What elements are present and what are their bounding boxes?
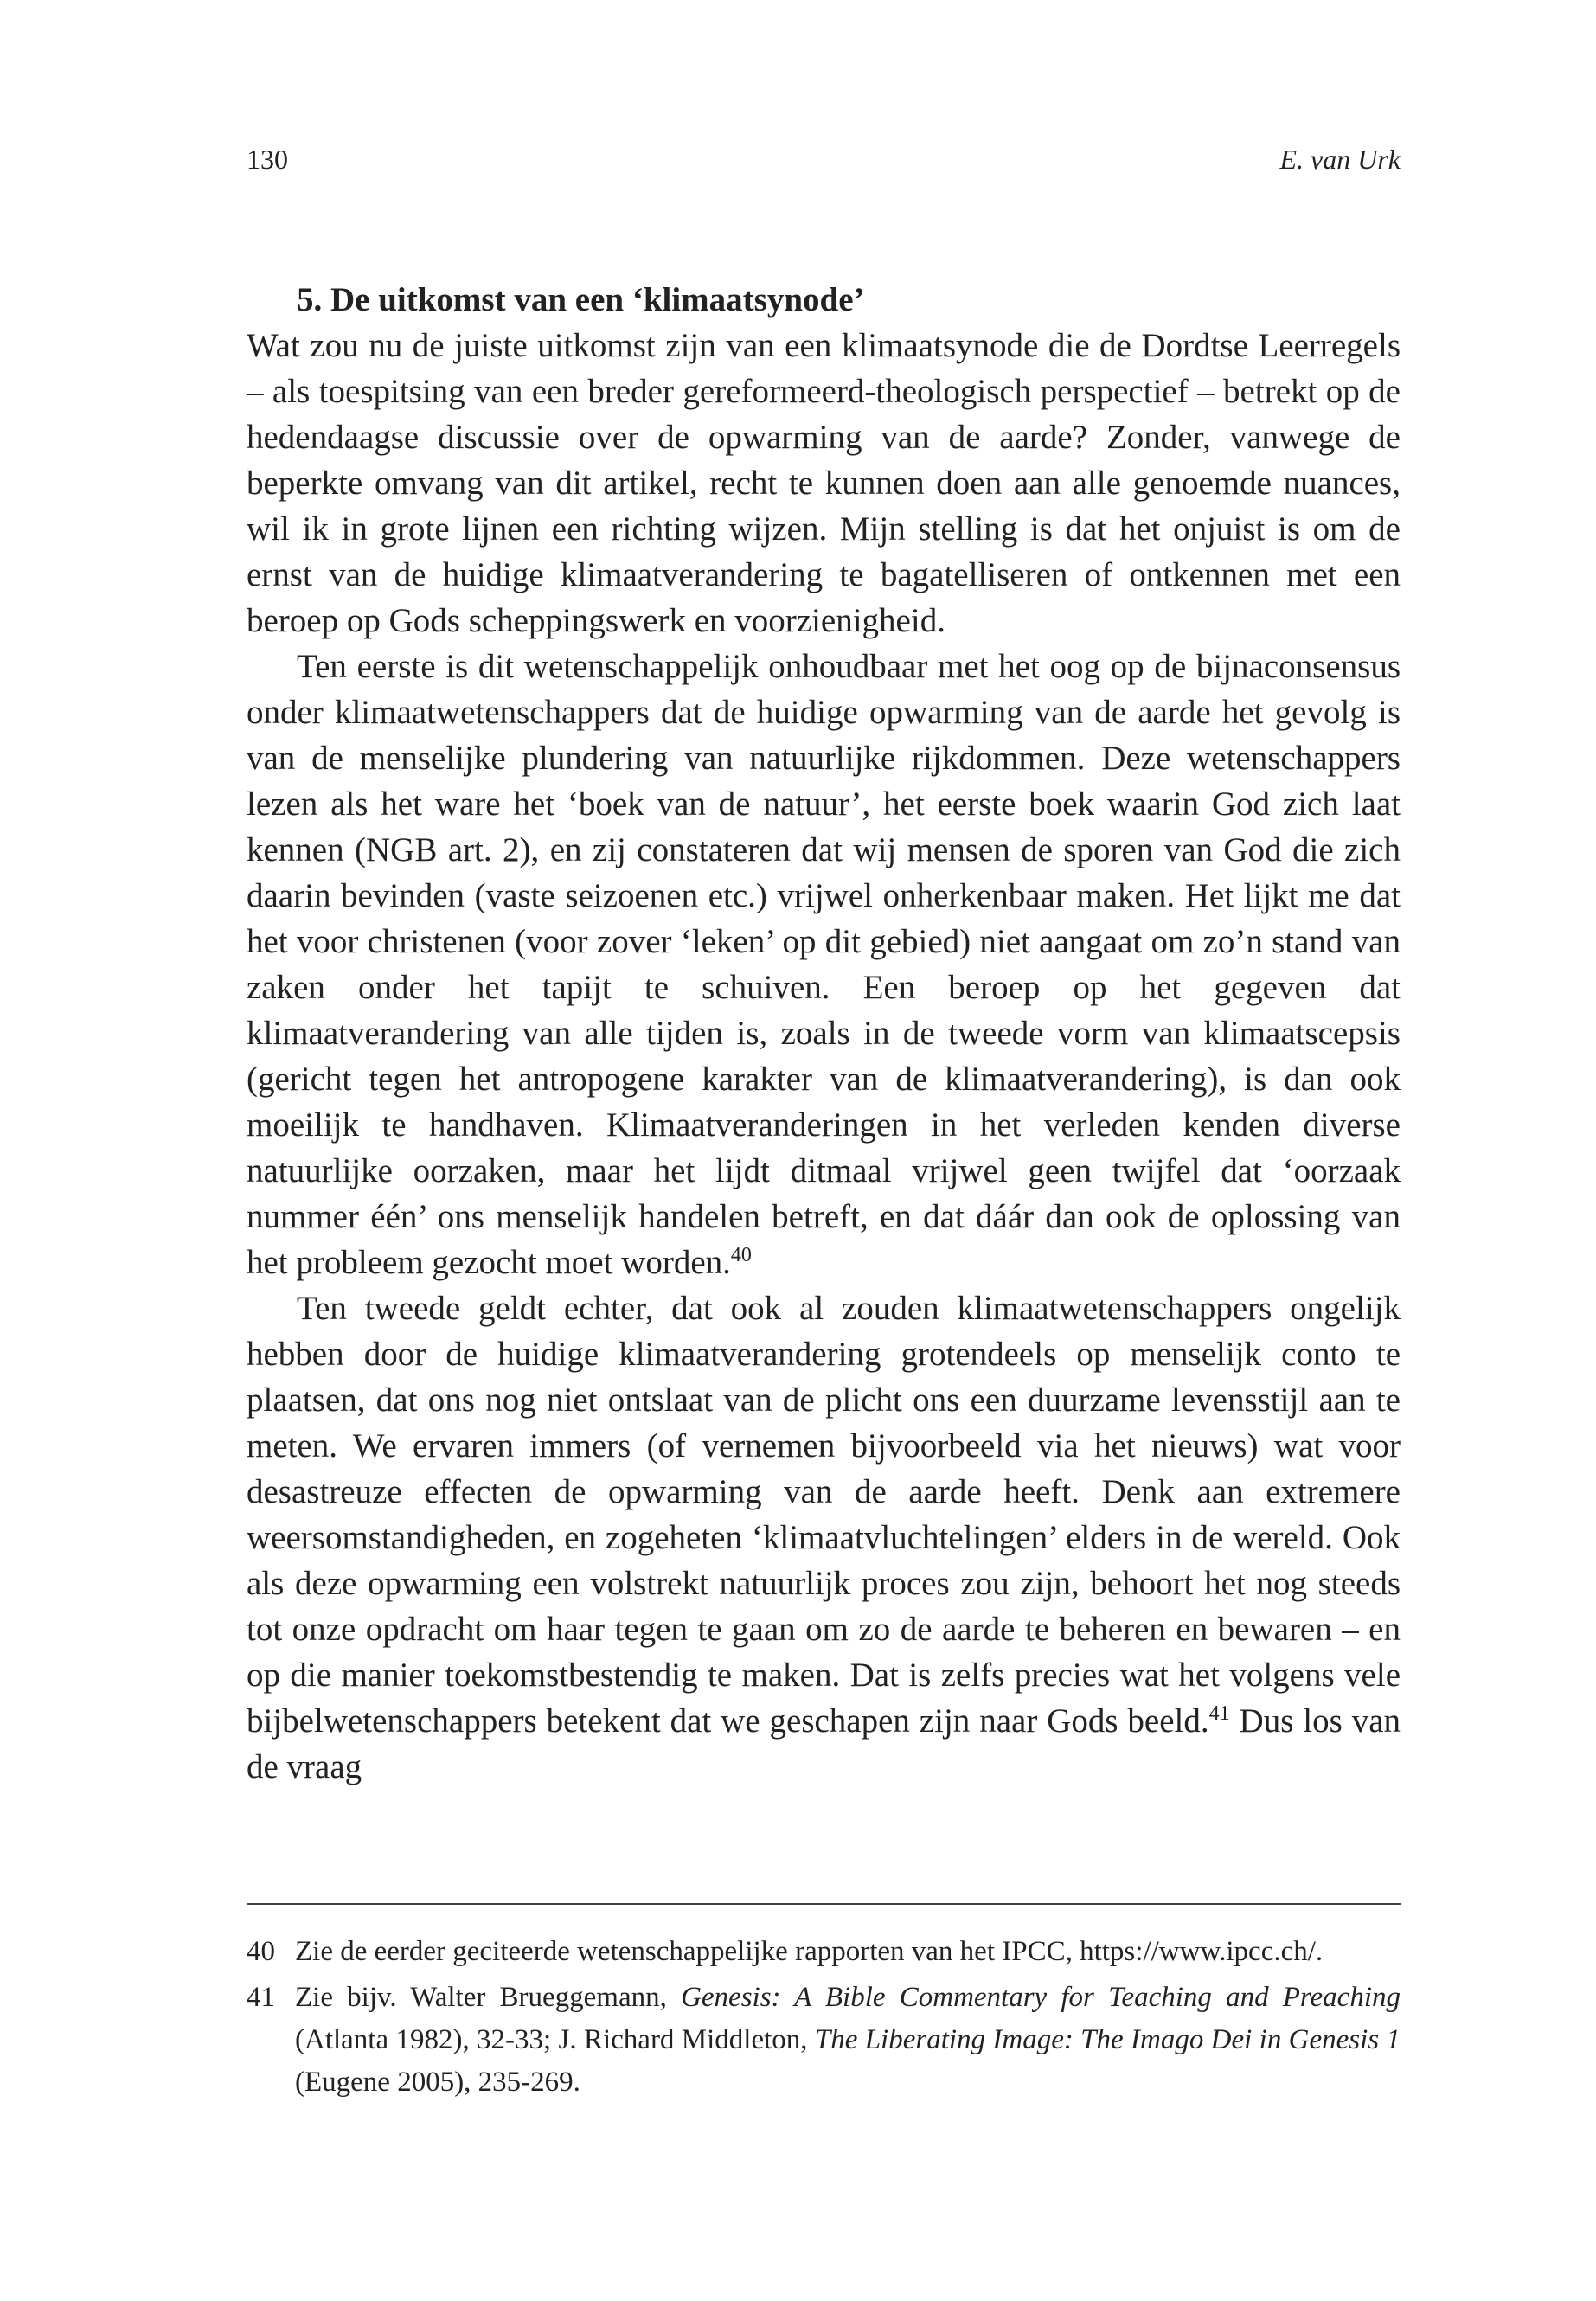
page-number: 130 [247, 144, 288, 175]
paragraph-2-text: Ten eerste is dit wetenschappelijk onhoudbaar met het oog op de bijnaconsensus onder klimaatwetenschappers dat de huidige opwarming van de aarde het gevolg is van de menselijke plundering van natuurlijke rijkdommen. Deze wetenschappers lezen als het ware het ‘boek van de natuur’, het eerste boek waarin God zich laat kennen (NGB art. 2), en zij constateren dat wij mensen de sporen van God die zich daarin bevinden (vaste seizoenen etc.) vrijwel onherkenbaar maken. Het lijkt me dat het voor christenen (voor zover ‘leken’ op dit gebied) niet aangaat om zo’n stand van zaken onder het tapijt te schuiven. Een beroep op het gegeven dat klimaatverandering van alle tijden is, zoals in de tweede vorm van klimaatscepsis (gericht tegen het antropogene karakter van de klimaatverandering), is dan ook moeilijk te handhaven. Klimaatveranderingen in het verleden kenden diverse natuurlijke oorzaken, maar het lijdt ditmaal vrijwel geen twijfel dat ‘oorzaak nummer één’ ons menselijk handelen betreft, en dat dáár dan ook de oplossing van het probleem gezocht moet worden. [247, 648, 1401, 1281]
page-header [247, 138, 1401, 180]
footnote-text: (Eugene 2005), 235-269. [295, 2067, 580, 2098]
paragraph-1-text: Wat zou nu de juiste uitkomst zijn van een klimaatsynode die de Dordtse Leerregels – als toespitsing van een breder gereformeerd-theologisch perspectief – betrekt op de hedendaagse discussie over de opwarming van de aarde? Zonder, vanwege de beperkte omvang van dit artikel, recht te kunnen doen aan alle genoemde nuances, wil ik in grote lijnen een richting wijzen. Mijn stelling is dat het onjuist is om de ernst van de huidige klimaatverandering te bagatelliseren of ontkennen met een beroep op Gods scheppingswerk en voorzienigheid. [247, 327, 1401, 639]
footnote-41 [247, 1977, 1401, 2104]
footnote-text: (Atlanta 1982), 32-33; J. Richard Middleton, [295, 2024, 815, 2055]
body-text [247, 277, 1401, 1790]
footnote-40 [247, 1931, 1401, 1973]
running-head-author: E. van Urk [1279, 144, 1401, 175]
footnote-book-title: The Liberating Image: The Imago Dei in Genesis 1 [814, 2024, 1401, 2055]
footnote-text: Zie de eerder geciteerde wetenschappelijke rapporten van het IPCC, https://www.ipcc.ch/. [295, 1936, 1324, 1967]
paragraph-2 [247, 644, 1401, 1285]
footnote-book-title: Genesis: A Bible Commentary for Teaching and Preaching [681, 1982, 1401, 2013]
footnote-divider [247, 1903, 1401, 1905]
paragraph-3-text-continued: Dus los van de vraag [247, 1702, 1401, 1785]
footnote-ref-40[interactable]: 40 [730, 1244, 752, 1266]
paragraph-1 [247, 323, 1401, 644]
footnote-text: Zie bijv. Walter Brueggemann, [295, 1982, 682, 2013]
footnote-number: 40 [247, 1936, 275, 1967]
paragraph-3 [247, 1285, 1401, 1790]
footnote-ref-41[interactable]: 41 [1208, 1702, 1230, 1725]
section-heading: 5. De uitkomst van een ‘klimaatsynode’ [297, 281, 865, 318]
paragraph-3-text: Ten tweede geldt echter, dat ook al zouden klimaatwetenschappers ongelijk hebben door de huidige klimaatverandering grotendeels op menselijk conto te plaatsen, dat ons nog niet ontslaat van de plicht ons een duurzame levensstijl aan te meten. We ervaren immers (of vernemen bijvoorbeeld via het nieuws) wat voor desastreuze effecten de opwarming van de aarde heeft. Denk aan extremere weersomstandigheden, en zogeheten ‘klimaatvluchtelingen’ elders in de wereld. Ook als deze opwarming een volstrekt natuurlijk proces zou zijn, behoort het nog steeds tot onze opdracht om haar tegen te gaan om zo de aarde te beheren en bewaren – en op die manier toekomstbestendig te maken. Dat is zelfs precies wat het volgens vele bijbelwetenschappers betekent dat we geschapen zijn naar Gods beeld. [247, 1290, 1401, 1740]
footnote-number: 41 [247, 1982, 275, 2013]
footnotes [247, 1931, 1401, 2107]
